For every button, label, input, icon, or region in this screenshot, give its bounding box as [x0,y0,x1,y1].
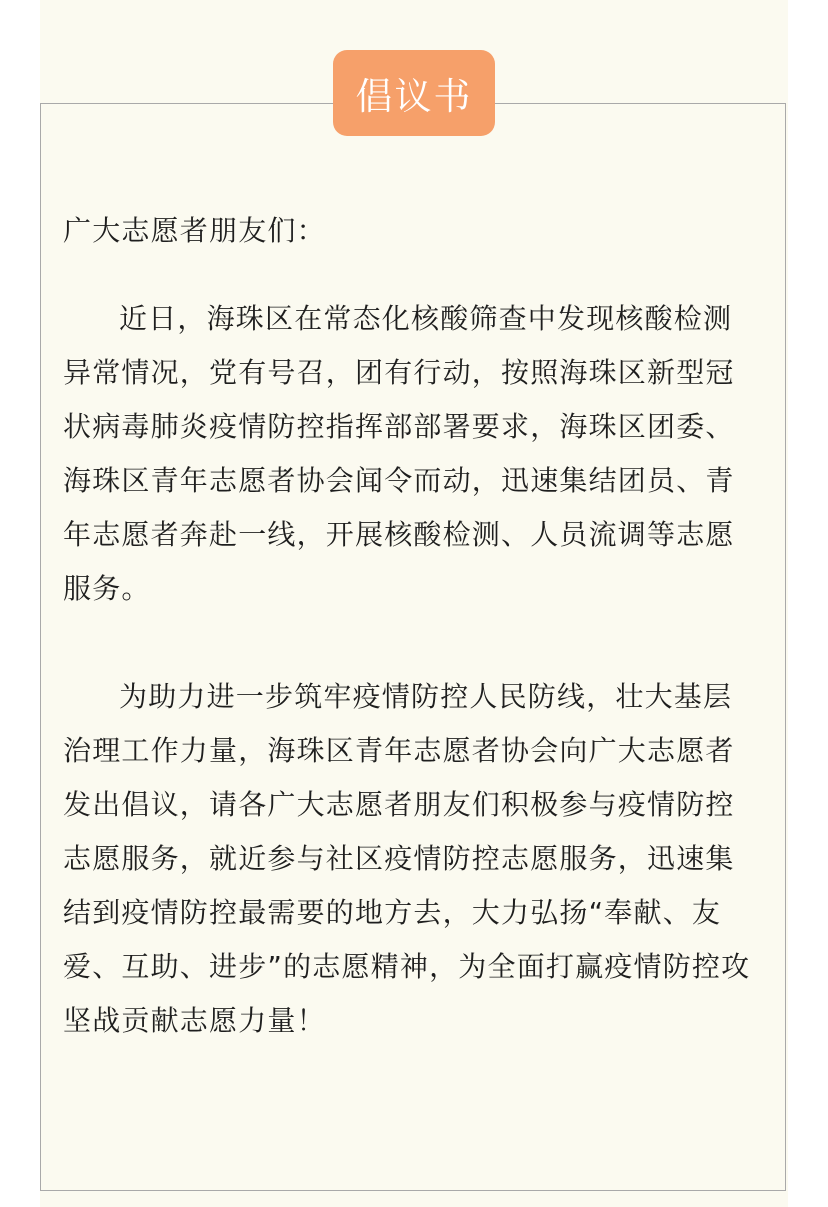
proposal-body [63,204,753,1048]
greeting-line: 广大志愿者朋友们： [63,214,326,247]
paragraph-1: 近日，海珠区在常态化核酸筛查中发现核酸检测异常情况，党有号召，团有行动，按照海珠区新型冠状病毒肺炎疫情防控指挥部部署要求，海珠区团委、海珠区青年志愿者协会闻令而动，迅速集结团员、青年志愿者奔赴一线，开展核酸检测、人员流调等志愿服务。 [63,302,735,605]
paragraph-2: 为助力进一步筑牢疫情防控人民防线，壮大基层治理工作力量，海珠区青年志愿者协会向广大志愿者发出倡议，请各广大志愿者朋友们积极参与疫情防控志愿服务，就近参与社区疫情防控志愿服务，迅速集结到疫情防控最需要的地方去，大力弘扬“奉献、友爱、互助、进步”的志愿精神，为全面打赢疫情防控攻坚战贡献志愿力量！ [63,680,751,1037]
title-badge: 倡议书 [333,50,495,136]
